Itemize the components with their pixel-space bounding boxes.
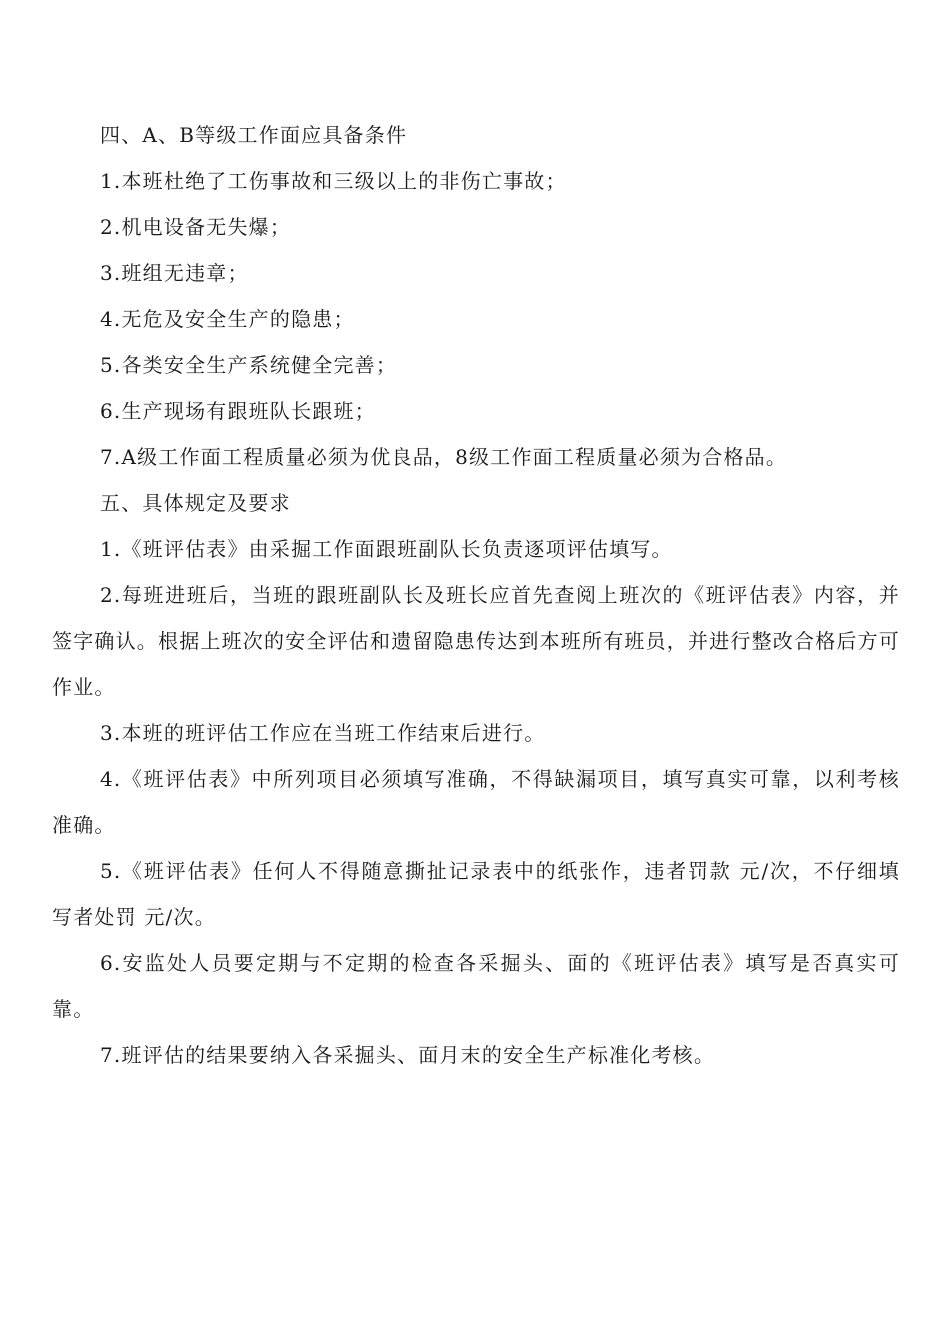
section-5-heading: 五、具体规定及要求 [100, 491, 291, 515]
section-5-item-1: 1.《班评估表》由采掘工作面跟班副队长负责逐项评估填写。 [100, 537, 673, 561]
section-4-item-5: 5.各类安全生产系统健全完善； [100, 353, 398, 377]
section-5-item-5: 5.《班评估表》任何人不得随意撕扯记录表中的纸张作，违者罚款 元/次，不仔细填写者处罚 元/次。 [52, 859, 900, 929]
section-4-item-2: 2.机电设备无失爆； [100, 215, 292, 239]
section-5-item-7: 7.班评估的结果要纳入各采掘头、面月末的安全生产标准化考核。 [100, 1043, 716, 1067]
section-4-item-7: 7.A级工作面工程质量必须为优良品，8级工作面工程质量必须为合格品。 [100, 445, 788, 469]
section-5-item-6: 6.安监处人员要定期与不定期的检查各采掘头、面的《班评估表》填写是否真实可靠。 [52, 951, 900, 1021]
section-4-item-3: 3.班组无违章； [100, 261, 249, 285]
section-4-item-4: 4.无危及安全生产的隐患； [100, 307, 355, 331]
section-4-item-6: 6.生产现场有跟班队长跟班； [100, 399, 376, 423]
section-4-heading: 四、A、B等级工作面应具备条件 [100, 123, 408, 147]
section-5-item-3: 3.本班的班评估工作应在当班工作结束后进行。 [100, 721, 546, 745]
section-5-item-2: 2.每班进班后，当班的跟班副队长及班长应首先查阅上班次的《班评估表》内容，并签字确认。根据上班次的安全评估和遗留隐患传达到本班所有班员，并进行整改合格后方可作业。 [52, 583, 900, 699]
section-4-item-1: 1.本班杜绝了工伤事故和三级以上的非伤亡事故； [100, 169, 567, 193]
document-body [52, 112, 900, 1078]
section-5-item-4: 4.《班评估表》中所列项目必须填写准确，不得缺漏项目，填写真实可靠，以利考核准确。 [52, 767, 900, 837]
